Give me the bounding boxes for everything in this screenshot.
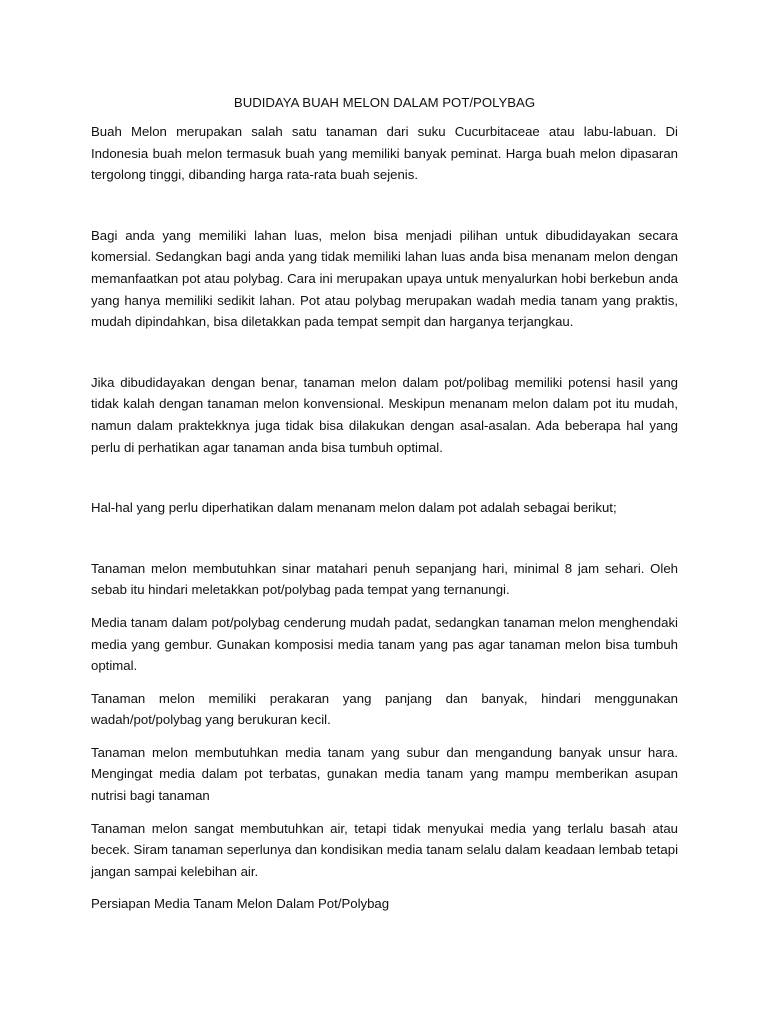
paragraph-section-heading: Persiapan Media Tanam Melon Dalam Pot/Polybag: [91, 896, 390, 912]
paragraph-considerations-intro: Hal-hal yang perlu diperhatikan dalam menanam melon dalam pot adalah sebagai berikut;: [91, 500, 617, 516]
paragraph-nutrients: Tanaman melon membutuhkan media tanam yang subur dan mengandung banyak unsur hara. Mengingat media dalam pot terbatas, gunakan media tanam yang mampu memberikan asupan nutrisi bagi tanaman: [91, 744, 678, 804]
paragraph-water: Tanaman melon sangat membutuhkan air, tetapi tidak menyukai media yang terlalu basah atau becek. Siram tanaman seperlunya dan kondisikan media tanam selalu dalam keadaan lembab tetapi jangan sampai kelebihan air.: [91, 820, 678, 879]
document-title: BUDIDAYA BUAH MELON DALAM POT/POLYBAG: [233, 95, 536, 110]
paragraph-roots: Tanaman melon memiliki perakaran yang panjang dan banyak, hindari menggunakan wadah/pot/polybag yang berukuran kecil.: [91, 690, 678, 728]
paragraph-land: Bagi anda yang memiliki lahan luas, melon bisa menjadi pilihan untuk dibudidayakan secara komersial. Sedangkan bagi anda yang tidak memiliki lahan luas anda bisa menanam melon dengan memanfaatkan pot atau polybag. Cara ini merupakan upaya untuk menyalurkan hobi berkebun anda yang hanya memiliki sedikit lahan. Pot atau polybag merupakan wadah media tanam yang praktis, mudah dipindahkan, bisa diletakkan pada tempat sempit dan harganya terjangkau.: [91, 227, 678, 330]
paragraph-media: Media tanam dalam pot/polybag cenderung mudah padat, sedangkan tanaman melon menghendaki media yang gembur. Gunakan komposisi media tanam yang pas agar tanaman melon bisa tumbuh optimal.: [91, 614, 678, 674]
paragraph-intro: Buah Melon merupakan salah satu tanaman dari suku Cucurbitaceae atau labu-labuan. Di Indonesia buah melon termasuk buah yang memiliki banyak peminat. Harga buah melon dipasaran tergolong tinggi, dibanding harga rata-rata buah sejenis.: [91, 124, 678, 183]
paragraph-sunlight: Tanaman melon membutuhkan sinar matahari penuh sepanjang hari, minimal 8 jam sehari. Oleh sebab itu hindari meletakkan pot/polybag pada tempat yang ternanungi.: [91, 560, 678, 598]
document-page: [91, 94, 678, 915]
paragraph-potential: Jika dibudidayakan dengan benar, tanaman melon dalam pot/polibag memiliki potensi hasil yang tidak kalah dengan tanaman melon konvensional. Meskipun menanam melon dalam pot itu mudah, namun dalam praktekknya juga tidak bisa dilakukan dengan asal-asalan. Ada beberapa hal yang perlu di perhatikan agar tanaman anda bisa tumbuh optimal.: [91, 374, 678, 455]
